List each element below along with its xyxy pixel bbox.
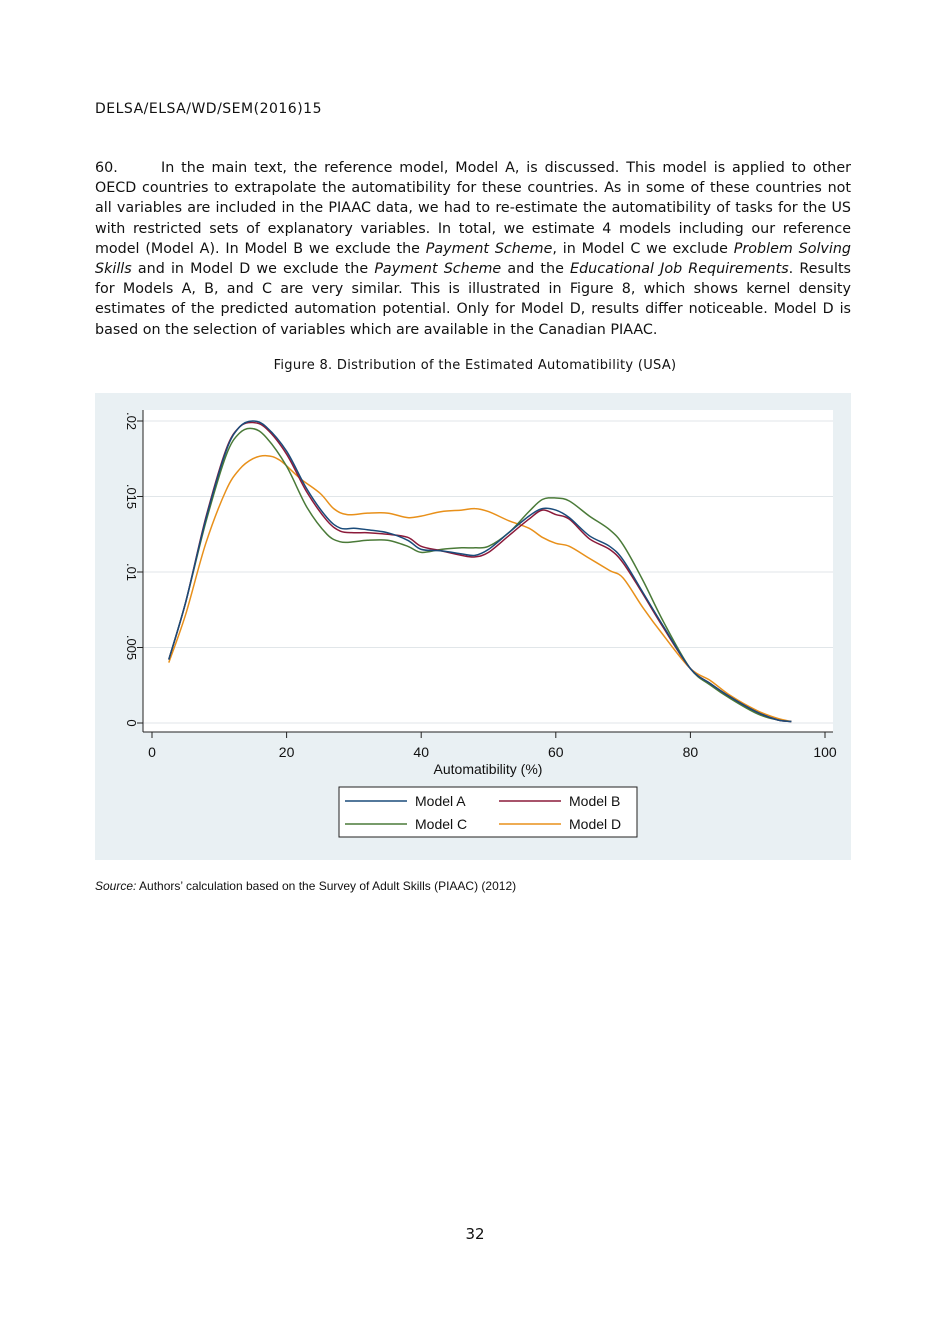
density-chart bbox=[95, 393, 851, 860]
x-tick-label: 0 bbox=[148, 744, 156, 760]
y-tick-label: 0 bbox=[124, 719, 139, 727]
x-tick-label: 80 bbox=[682, 744, 699, 760]
para-text-2: , in Model C we exclude bbox=[552, 240, 734, 257]
paragraph-number: 60. bbox=[95, 160, 118, 176]
y-tick-label: .005 bbox=[124, 634, 139, 661]
legend bbox=[339, 787, 637, 837]
y-tick-label: .015 bbox=[124, 483, 139, 510]
x-axis-label: Automatibility (%) bbox=[433, 761, 543, 777]
figure-caption: Figure 8. Distribution of the Estimated Automatibility (USA) bbox=[273, 358, 677, 373]
document-header: DELSA/ELSA/WD/SEM(2016)15 bbox=[95, 101, 322, 117]
para-italic-4: Educational Job Requirements bbox=[570, 261, 789, 278]
legend-label-model-b: Model B bbox=[569, 793, 621, 809]
x-tick-label: 100 bbox=[813, 744, 837, 760]
figure-panel bbox=[95, 393, 851, 860]
para-italic-2: Problem Solving Skills bbox=[95, 240, 851, 278]
source-label: Source: bbox=[95, 879, 137, 893]
body-paragraph bbox=[95, 158, 851, 340]
x-tick-label: 20 bbox=[278, 744, 295, 760]
para-text-4: and the bbox=[501, 261, 571, 278]
source-note bbox=[95, 879, 516, 893]
source-text: Authors’ calculation based on the Survey of Adult Skills (PIAAC) (2012) bbox=[136, 879, 517, 893]
para-italic-3: Payment Scheme bbox=[374, 261, 502, 278]
x-tick-label: 40 bbox=[413, 744, 429, 760]
x-tick-label: 60 bbox=[548, 744, 564, 760]
legend-label-model-d: Model D bbox=[569, 816, 622, 832]
para-text-1: In the main text, the reference model, Model A, is discussed. This model is applied to other OECD countries to extrapolate the automatibility for these countries. As in some of these countries not all variables are included in the PIAAC data, we had to re-estimate the automatibility of tasks for the US with restricted sets of explanatory variables. In total, we estimate 4 models including our reference model (Model A). In Model B we exclude the bbox=[95, 160, 851, 257]
para-italic-1: Payment Scheme bbox=[425, 240, 553, 257]
y-tick-label: .01 bbox=[124, 562, 139, 582]
y-tick-label: .02 bbox=[124, 411, 139, 431]
page-number: 32 bbox=[465, 1225, 485, 1243]
legend-label-model-a: Model A bbox=[415, 793, 466, 809]
para-text-3: and in Model D we exclude the bbox=[131, 261, 375, 278]
plot-area bbox=[143, 410, 833, 732]
para-text-5: . Results for Models A, B, and C are very similar. This is illustrated in Figure 8, which shows kernel density estimates of the predicted automation potential. Only for Model D, results differ noticeable. Model D is based on the selection of variables which are available in the Canadian PIAAC. bbox=[95, 261, 851, 338]
legend-label-model-c: Model C bbox=[415, 816, 468, 832]
